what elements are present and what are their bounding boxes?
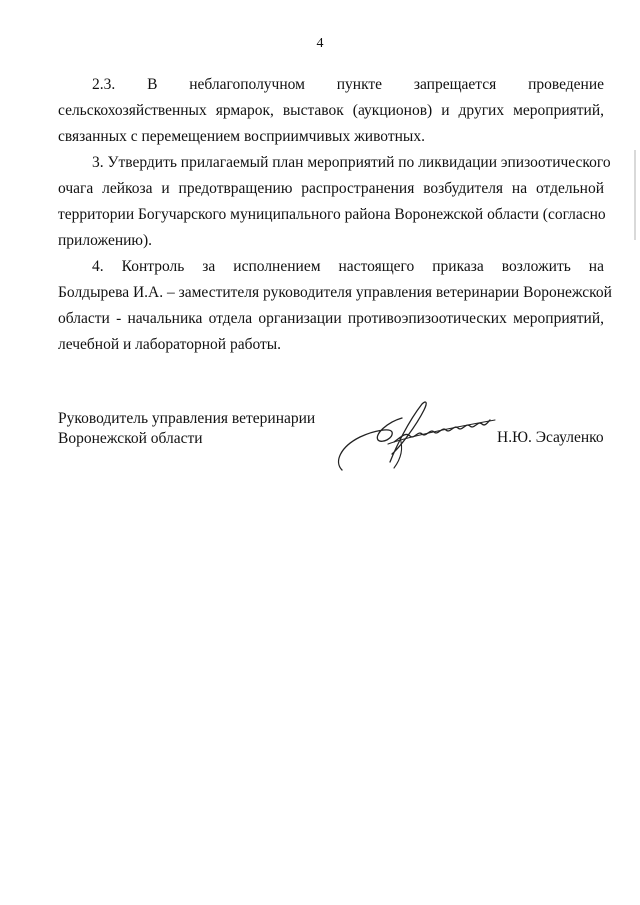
paragraph-4-line-1: 4. Контроль за исполнением настоящего приказа возложить на [92,258,604,275]
paragraph-4-line-2: Болдырева И.А. – заместителя руководителя управления ветеринарии Воронежской [58,284,612,301]
paragraph-2-3-line-3: связанных с перемещением восприимчивых животных. [58,128,425,145]
paragraph-3-line-1: 3. Утвердить прилагаемый план мероприятий по ликвидации эпизоотического [92,154,611,171]
paragraph-4-line-4: лечебной и лабораторной работы. [58,336,282,353]
signatory-name: Н.Ю. Эсауленко [497,429,604,446]
paragraph-3-line-3: территории Богучарского муниципального района Воронежской области (согласно [58,206,606,223]
paragraph-4-line-3: области - начальника отдела организации противоэпизоотических мероприятий, [58,310,604,327]
paragraph-2-3-line-2: сельскохозяйственных ярмарок, выставок (аукционов) и других мероприятий, [58,102,604,119]
signatory-position-line-1: Руководитель управления ветеринарии [58,410,316,427]
paragraph-3-line-4: приложению). [58,232,153,249]
signatory-position-line-2: Воронежской области [58,430,203,447]
handwritten-signature [330,392,510,482]
signatory-position [58,409,315,449]
page-number: 4 [316,36,324,51]
paragraph-3-line-2: очага лейкоза и предотвращению распространения возбудителя на отдельной [58,180,604,197]
scan-edge-artifact [634,150,636,240]
paragraph-2-3-line-1: 2.3. В неблагополучном пункте запрещается проведение [92,76,604,93]
